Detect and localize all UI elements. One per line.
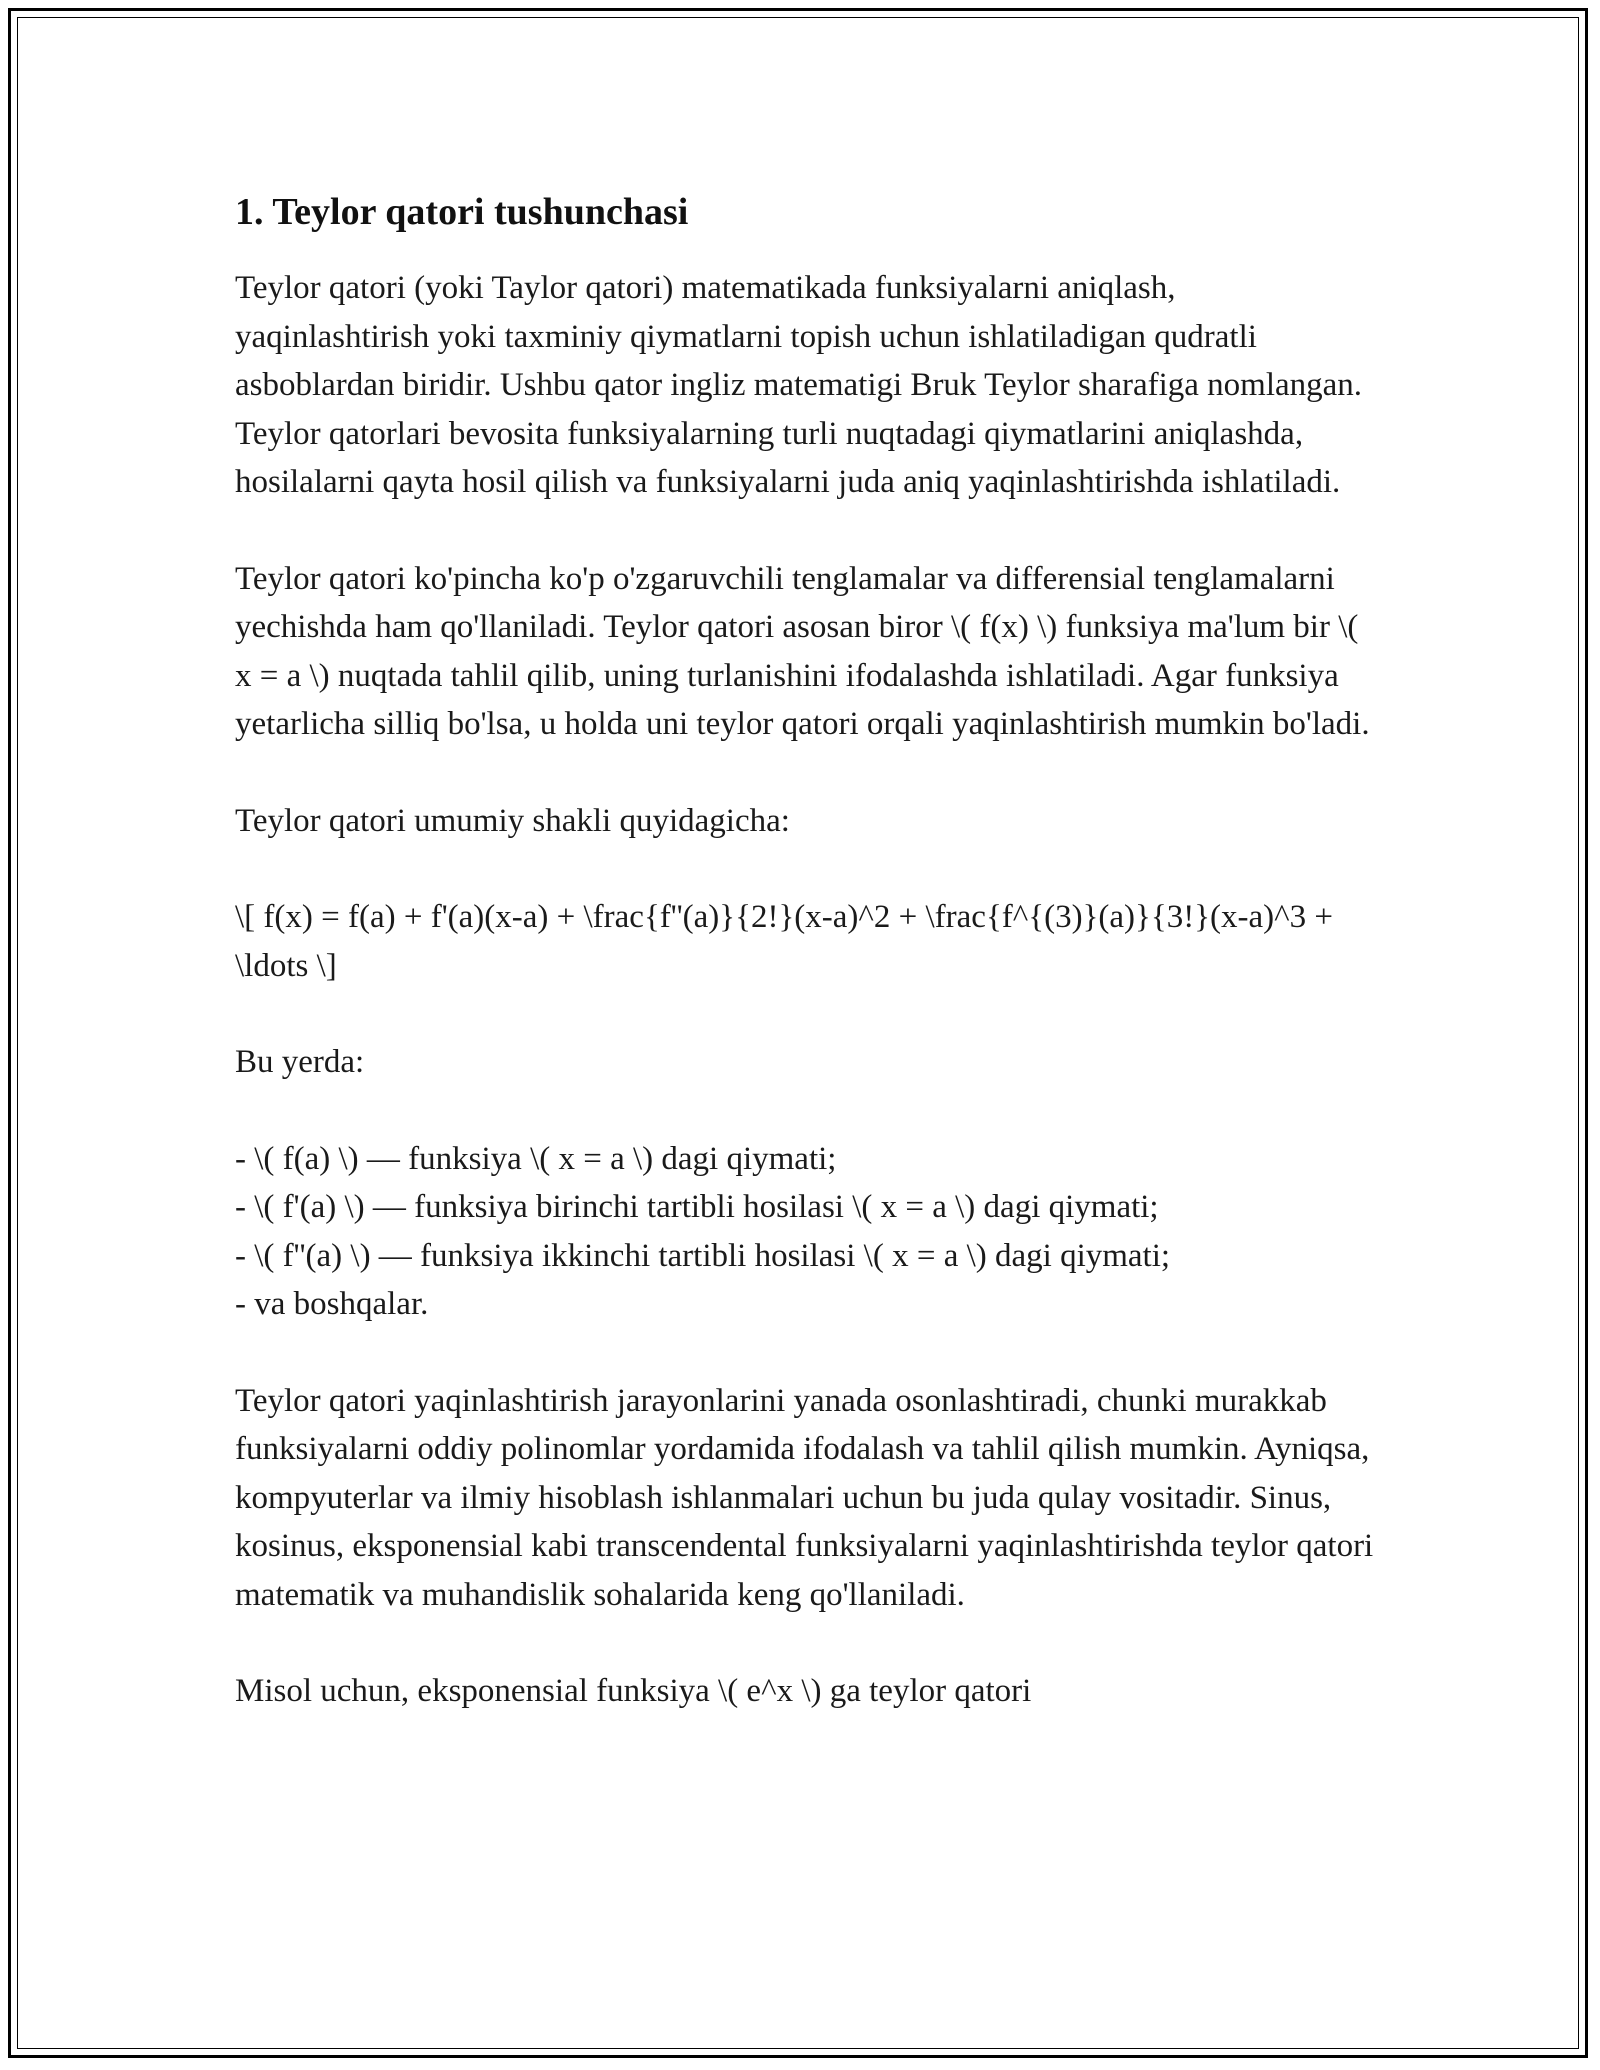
paragraph-applications: Teylor qatori yaqinlashtirish jarayonlarini yanada osonlashtiradi, chunki murakkab funksiyalarni oddiy polinomlar yordamida ifodalash va tahlil qilish mumkin. Ayniqsa, kompyuterlar va ilmiy hisoblash ishlanmalari uchun bu juda qulay vositadir. Sinus, kosinus, eksponensial kabi transcendental funksiyalarni yaqinlashtirishda teylor qatori matematik va muhandislik sohalarida keng qo'llaniladi. [235,1382,1374,1613]
list-item: - va boshqalar. [235,1286,429,1322]
paragraph-where-label: Bu yerda: [235,1044,365,1080]
list-item: - \( f''(a) \) — funksiya ikkinchi tartibli hosilasi \( x = a \) dagi qiymati; [235,1237,1171,1274]
list-item: - \( f'(a) \) — funksiya birinchi tartibli hosilasi \( x = a \) dagi qiymati; [235,1189,1159,1225]
section-heading: 1. Teylor qatori tushunchasi [235,191,689,233]
paragraph-intro: Teylor qatori (yoki Taylor qatori) matematikada funksiyalarni aniqlash, yaqinlashtirish yoki taxminiy qiymatlarni topish uchun ishlatiladigan qudratli asboblardan biridir. Ushbu qator ingliz matematigi Bruk Teylor sharafiga nomlangan. Teylor qatorlari bevosita funksiyalarning turli nuqtadagi qiymatlarini aniqlashda, hosilalarni qayta hosil qilish va funksiyalarni juda aniq yaqinlashtirishda ishlatiladi. [235,270,1363,500]
paragraph-example: Misol uchun, eksponensial funksiya \( e^x \) ga teylor qatori [235,1673,1032,1709]
paragraph-general-form-label: Teylor qatori umumiy shakli quyidagicha: [235,802,790,839]
term-definitions-list [235,1135,1375,1329]
document-body [235,180,1375,1764]
list-item: - \( f(a) \) — funksiya \( x = a \) dagi qiymati; [235,1140,837,1177]
formula-taylor-series: \[ f(x) = f(a) + f'(a)(x-a) + \frac{f''(a)}{2!}(x-a)^2 + \frac{f^{(3)}(a)}{3!}(x-a)^3 + \ldots \] [235,899,1334,984]
paragraph-usage: Teylor qatori ko'pincha ko'p o'zgaruvchili tenglamalar va differensial tenglamalarni yechishda ham qo'llaniladi. Teylor qatori asosan biror \( f(x) \) funksiya ma'lum bir \( x = a \) nuqtada tahlil qilib, uning turlanishini ifodalashda ishlatiladi. Agar funksiya yetarlicha silliq bo'lsa, u holda uni teylor qatori orqali yaqinlashtirish mumkin bo'ladi. [235,560,1370,742]
